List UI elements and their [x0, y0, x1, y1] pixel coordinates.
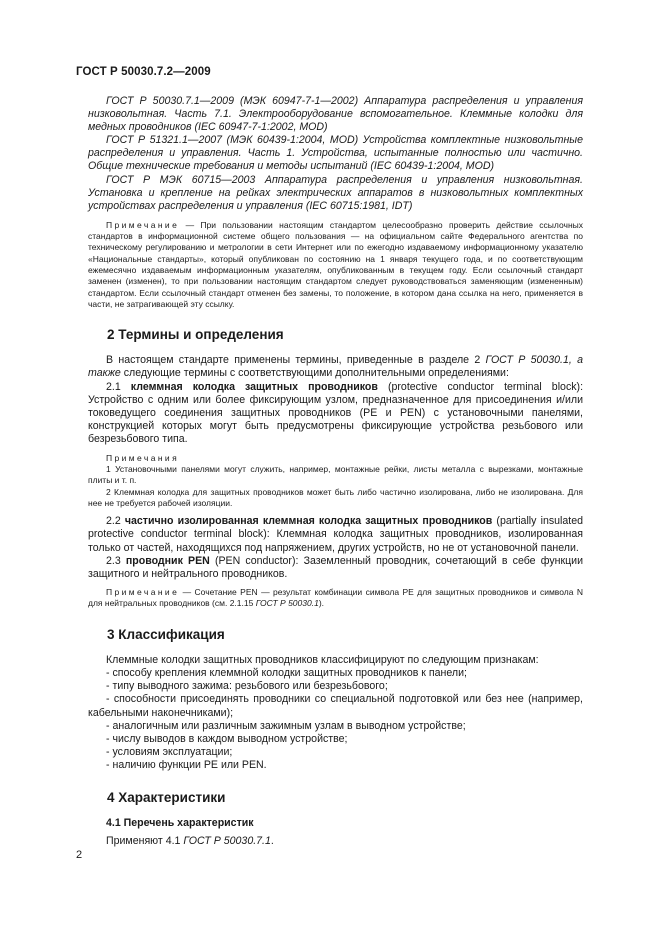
reference-text: ГОСТ Р МЭК 60715—2003 Аппаратура распределения и управления низковольтная. Установка и крепление на рейках электрических аппаратов в низковольтных комплектных устройствах распределения и управления [88, 173, 583, 212]
section-3-intro: Клеммные колодки защитных проводников классифицируют по следующим признакам: [106, 653, 539, 666]
reference-intl-code: (IEC 60439-1:2004, MOD) [370, 160, 495, 173]
document-code-header: ГОСТ Р 50030.7.2—2009 [76, 66, 211, 78]
reference-entry [88, 174, 583, 213]
text-end: . [270, 834, 274, 847]
list-item: - способу крепления клеммной колодки защитных проводников к панели; [106, 666, 467, 679]
reference-text: ГОСТ Р 50030.7.1—2009 (МЭК 60947-7-1—2002) Аппаратура распределения и управления низковольтная. Часть 7.1. Электрооборудование вспомогательное. Клеммные колодки для медных проводников [88, 95, 583, 134]
subsection-4-1-text [88, 835, 583, 848]
term-2-2 [88, 515, 583, 555]
reference-entry [88, 134, 583, 173]
list-item: - аналогичным или различным зажимным узлам в выводном устройстве; [106, 719, 466, 732]
reference-intl-code: (IEC 60715:1981, IDT) [305, 199, 413, 212]
list-item: - способности присоединять проводники со специальной подготовкой или без нее (например, кабельными наконечниками); [88, 693, 583, 719]
notes-heading [88, 453, 583, 464]
note-text: — Сочетание PEN — результат комбинации символа PE для защитных проводников и символа N для нейтральных проводников (см. 2.1.15 [88, 587, 583, 609]
term-definition: (partially insulated protective conductor terminal block): Клеммная колодка защитных проводников, изолированная только от частей, находящихся под напряжением, других устройств, но не от установочной панели. [88, 515, 583, 554]
note-reference: ГОСТ Р 50030.1 [255, 598, 319, 609]
list-item: - типу выводного зажима: резьбового или безрезьбового; [106, 680, 388, 693]
term-number: 2.3 [106, 554, 126, 567]
text: Применяют 4.1 [106, 834, 184, 847]
term-number: 2.1 [106, 380, 131, 393]
term-number: 2.2 [106, 515, 125, 528]
note-item: 2 Клеммная колодка для защитных проводников может быть либо частично изолирована, либо не изолирована. Для нее не требуется рабочей изоляции. [88, 486, 583, 508]
note-label: Примечание [106, 587, 180, 598]
term-name: частично изолированная клеммная колодка защитных проводников [124, 515, 493, 528]
term-name: проводник PEN [125, 554, 210, 567]
intro-reference: ГОСТ Р 50030.1, а также [88, 354, 583, 380]
section-2-heading: 2 Термины и определения [107, 327, 284, 343]
intro-text-end: следующие термины с соответствующими дополнительными определениями: [120, 367, 509, 380]
text-reference: ГОСТ Р 50030.7.1 [183, 834, 271, 847]
note-text: — При пользовании настоящим стандартом целесообразно проверить действие ссылочных стандартов в информационной системе общего пользования — на официальном сайте Федерального агентства по техническому регулированию и метрологии в сети Интернет или по ежегодно издаваемому информационному указателю «Национальные стандарты», который опубликован по состоянию на 1 января текущего года, и по соответствующим ежемесячно издаваемым информационным указателям, опубликованным в текущем году. Если ссылочный стандарт заменен (изменен), то при пользовании настоящим стандартом следует руководствоваться заменяющим (измененным) стандартом. Если ссылочный стандарт отменен без замены, то положение, в котором дана ссылка на него, применяется в части, не затрагивающей эту ссылку. [88, 219, 583, 309]
term-name: клеммная колодка защитных проводников [130, 380, 378, 393]
reference-entry [88, 95, 583, 134]
term-2-1 [88, 381, 583, 447]
term-2-3 [88, 555, 583, 581]
term-definition: (PEN conductor): Заземленный проводник, сочетающий в себе функции защитного и нейтрального проводников. [88, 554, 584, 580]
list-item: - числу выводов в каждом выводном устройстве; [106, 732, 348, 745]
list-item: - наличию функции PE или PEN. [106, 759, 267, 772]
note-label: Примечание [106, 219, 180, 230]
intro-text: В настоящем стандарте применены термины, приведенные в разделе 2 [106, 354, 486, 367]
section-3-heading: 3 Классификация [107, 626, 225, 642]
page-number: 2 [76, 849, 83, 861]
list-item: - условиям эксплуатации; [106, 746, 233, 759]
reference-intl-code: (IEC 60947-7-1:2002, MOD) [194, 121, 328, 134]
section-4-heading: 4 Характеристики [107, 789, 226, 805]
term-definition: (protective conductor terminal block): Устройство с одним или более фиксирующим узлом, предназначенное для присоединения и/или токоведущего соединения защитных проводников (PE и PEN) с установочными панелями, конструкцией которых могут быть предусмотрены фиксирующие устройства резьбового или безрезьбового типа. [88, 380, 584, 446]
subsection-4-1-heading: 4.1 Перечень характеристик [106, 816, 254, 829]
pen-note [88, 587, 583, 610]
note-text-end: ). [318, 598, 325, 609]
reference-note [88, 220, 583, 310]
section-2-intro [88, 354, 583, 380]
page-content [88, 95, 583, 848]
note-item: 1 Установочными панелями могут служить, например, монтажные рейки, листы металла с вырезками, монтажные плиты и т. п. [88, 463, 583, 486]
notes-label: Примечания [106, 452, 180, 463]
reference-text: ГОСТ Р 51321.1—2007 (МЭК 60439-1:2004, MOD) Устройства комплектные низковольтные распределения и управления. Часть 1. Устройства, испытанные полностью или частично. Общие технические требования и методы испытаний [88, 134, 583, 173]
